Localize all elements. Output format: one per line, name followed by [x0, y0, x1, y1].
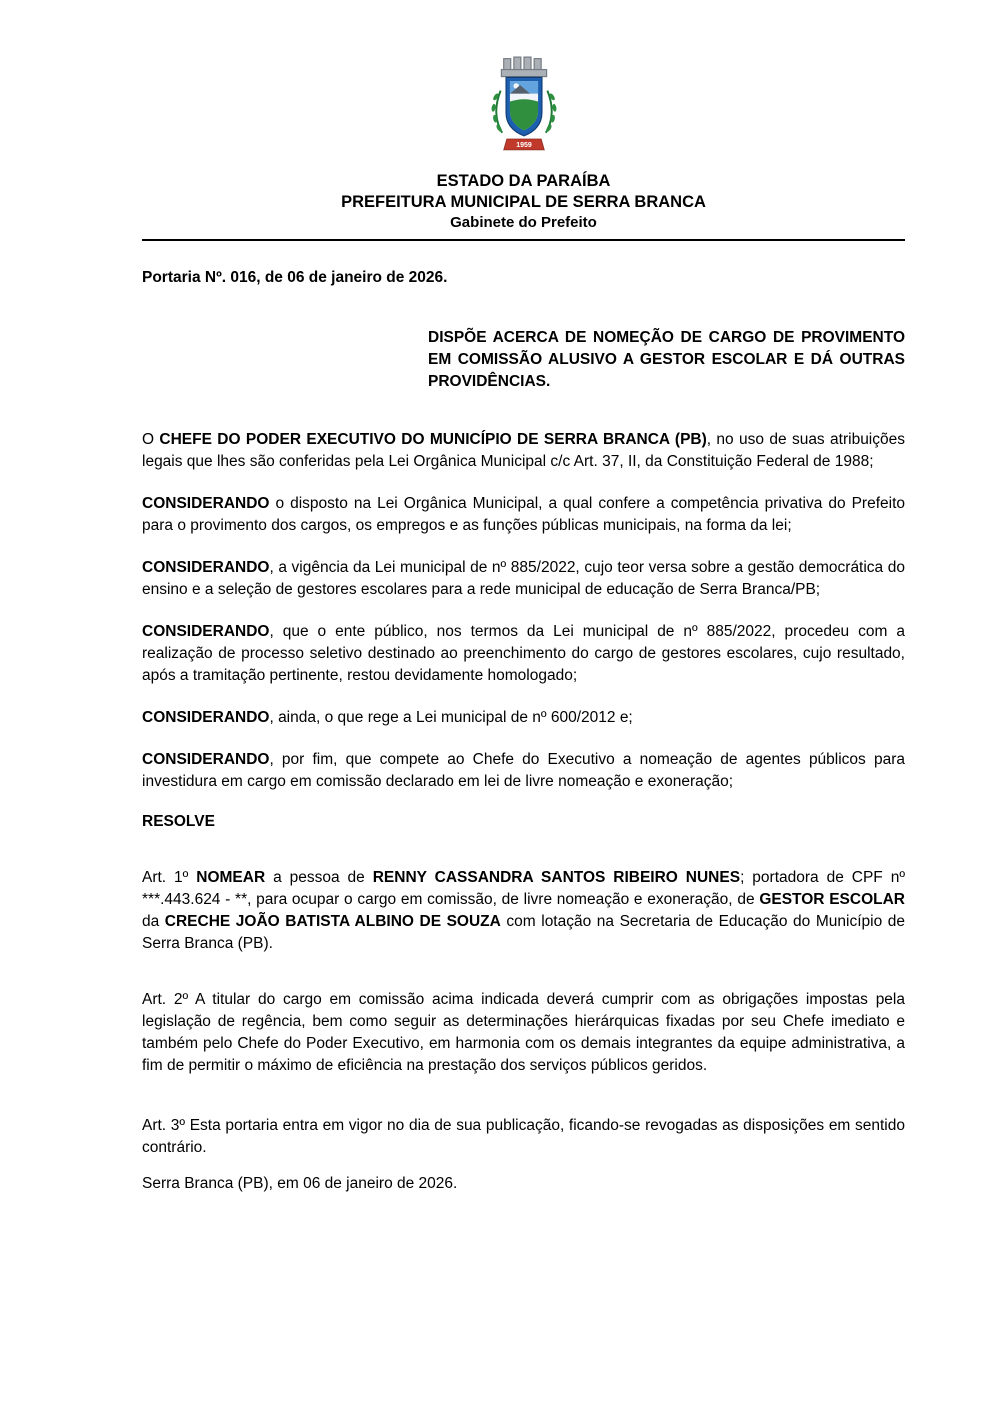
text-segment: CHEFE DO PODER EXECUTIVO DO MUNICÍPIO DE SERRA BRANCA (PB)	[159, 431, 707, 448]
text-segment: ; portadora de CPF nº ***.443.624 - **, para ocupar o cargo em comissão, de livre nomeação e exoneração, de	[142, 869, 905, 908]
crest-year: 1959	[515, 141, 532, 149]
text-segment: CRECHE JOÃO BATISTA ALBINO DE SOUZA	[164, 913, 501, 930]
letterhead-state: ESTADO DA PARAÍBA	[436, 172, 611, 190]
text-segment: a pessoa de	[265, 869, 373, 886]
text-segment: Art. 1º	[142, 869, 197, 886]
text-segment: CONSIDERANDO	[142, 495, 270, 512]
considerando-5	[142, 749, 905, 793]
text-segment: O	[142, 431, 160, 448]
considerando-2	[142, 557, 905, 601]
text-segment: , que o ente público, nos termos da Lei municipal de nº 885/2022, procedeu com a realização de processo seletivo destinado ao preenchimento do cargo de gestores escolares, cujo resultado, após a tramitação pertinente, restou devidamente homologado;	[142, 623, 905, 684]
portaria-title: Portaria Nº. 016, de 06 de janeiro de 2026.	[142, 269, 448, 286]
text-segment: RENNY CASSANDRA SANTOS RIBEIRO NUNES	[372, 869, 741, 886]
letterhead-office: Gabinete do Prefeito	[450, 214, 597, 231]
coat-of-arms-graphic	[485, 56, 563, 158]
text-segment: CONSIDERANDO	[142, 623, 270, 640]
text-segment: o disposto na Lei Orgânica Municipal, a qual confere a competência privativa do Prefeito para o provimento dos cargos, os empregos e as funções públicas municipais, na forma da lei;	[142, 495, 905, 534]
letterhead-municipality: PREFEITURA MUNICIPAL DE SERRA BRANCA	[341, 193, 706, 211]
text-segment: , por fim, que compete ao Chefe do Executivo a nomeação de agentes públicos para investidura em cargo em comissão declarado em lei de livre nomeação e exoneração;	[142, 751, 905, 790]
dateline: Serra Branca (PB), em 06 de janeiro de 2026.	[142, 1175, 458, 1192]
coat-of-arms	[142, 56, 905, 163]
ementa: DISPÕE ACERCA DE NOMEÇÃO DE CARGO DE PROVIMENTO EM COMISSÃO ALUSIVO A GESTOR ESCOLAR E DÁ OUTRAS PROVIDÊNCIAS.	[428, 329, 905, 390]
considerando-4	[142, 707, 905, 729]
letterhead	[142, 171, 905, 241]
text-segment: CONSIDERANDO	[142, 751, 270, 768]
text-segment: GESTOR ESCOLAR	[759, 891, 905, 908]
text-segment: CONSIDERANDO	[142, 559, 270, 576]
text-segment: , ainda, o que rege a Lei municipal de nº 600/2012 e;	[269, 709, 633, 726]
header-divider	[142, 239, 905, 241]
opening-paragraph	[142, 429, 905, 473]
considerando-3	[142, 621, 905, 687]
text-segment: CONSIDERANDO	[142, 709, 270, 726]
considerando-1	[142, 493, 905, 537]
text-segment: , a vigência da Lei municipal de nº 885/2022, cujo teor versa sobre a gestão democrática do ensino e a seleção de gestores escolares para a rede municipal de educação de Serra Branca/PB;	[142, 559, 905, 598]
text-segment: da	[142, 913, 165, 930]
text-segment: , no uso de suas atribuições legais que lhes são conferidas pela Lei Orgânica Municipal c/c Art. 37, II, da Constituição Federal de 1988;	[142, 431, 905, 470]
text-segment: com lotação na Secretaria de Educação do Município de Serra Branca (PB).	[142, 913, 905, 952]
article-1	[142, 867, 905, 955]
document-page	[142, 0, 905, 1195]
article-2: Art. 2º A titular do cargo em comissão acima indicada deverá cumprir com as obrigações impostas pela legislação de regência, bem como seguir as determinações hierárquicas fixadas por seu Chefe imediato e também pelo Chefe do Poder Executivo, em harmonia com os demais integrantes da equipe administrativa, a fim de permitir o máximo de eficiência na prestação dos serviços públicos geridos.	[142, 991, 905, 1074]
resolve-heading: RESOLVE	[142, 813, 215, 830]
article-3: Art. 3º Esta portaria entra em vigor no dia de sua publicação, ficando-se revogadas as disposições em sentido contrário.	[142, 1117, 905, 1156]
text-segment: NOMEAR	[196, 869, 266, 886]
